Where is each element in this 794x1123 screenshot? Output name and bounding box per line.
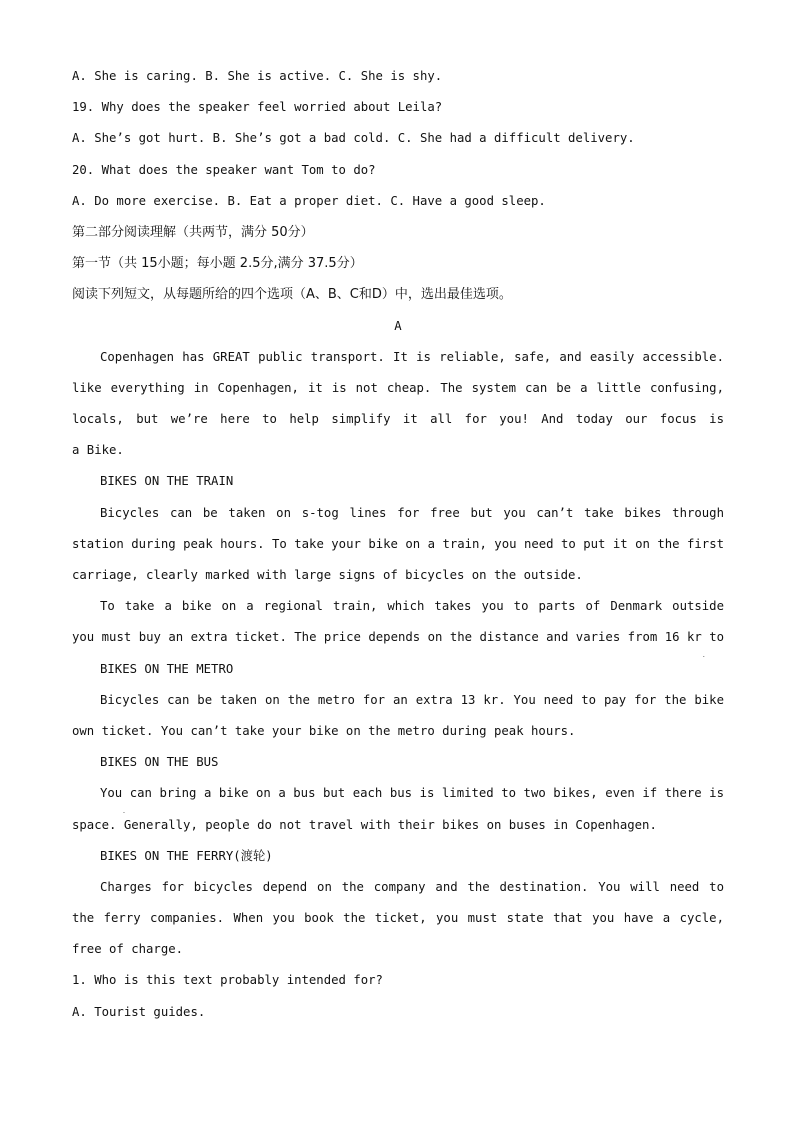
bus-p-line-2: space. Generally, people do not travel with their bikes on buses in Copenhagen. bbox=[72, 817, 657, 832]
q19-options: A. She’s got hurt. B. She’s got a bad cold. C. She had a difficult delivery. bbox=[72, 131, 635, 146]
train-p1-line-1: Bicycles can be taken on s-tog lines for free but you can’t take bikes through bbox=[100, 505, 724, 520]
train-heading: BIKES ON THE TRAIN bbox=[100, 474, 234, 489]
q18-options: A. She is caring. B. She is active. C. She is shy. bbox=[72, 69, 443, 83]
q19-question: 19. Why does the speaker feel worried about Leila? bbox=[72, 100, 443, 115]
bus-p-line-1: You can bring a bike on a bus but each bus is limited to two bikes, even if there is bbox=[100, 786, 724, 801]
exam-page bbox=[72, 64, 724, 1031]
intro-line-3: locals, but we’re here to help simplify it all for you! And today our focus is bbox=[72, 412, 724, 427]
section-heading: 第一节（共 15小题；每小题 2.5分,满分 37.5分） bbox=[72, 256, 363, 272]
ferry-p-line-3: free of charge. bbox=[72, 942, 184, 957]
train-p1-line-2: station during peak hours. To take your bike on a train, you need to put it on the first bbox=[72, 536, 724, 551]
q20-options: A. Do more exercise. B. Eat a proper diet. C. Have a good sleep. bbox=[72, 193, 546, 208]
metro-p-line-2: own ticket. You can’t take your bike on the metro during peak hours. bbox=[72, 723, 576, 738]
intro-line-2: like everything in Copenhagen, it is not cheap. The system can be a little confusing, bbox=[72, 380, 724, 395]
metro-heading: BIKES ON THE METRO bbox=[100, 661, 234, 676]
part-heading: 第二部分阅读理解（共两节，满分 50分） bbox=[72, 224, 314, 240]
passage-label: A bbox=[394, 318, 402, 333]
train-p2-line-1: To take a bike on a regional train, which takes you to parts of Denmark outside bbox=[100, 599, 724, 614]
metro-p-line-1: Bicycles can be taken on the metro for an extra 13 kr. You need to pay for the bike bbox=[100, 692, 724, 707]
intro-line-4: a Bike. bbox=[72, 443, 124, 458]
intro-line-1: Copenhagen has GREAT public transport. It is reliable, safe, and easily accessible. bbox=[100, 349, 724, 364]
q20-question: 20. What does the speaker want Tom to do? bbox=[72, 162, 376, 177]
instruction-text: 阅读下列短文，从每题所给的四个选项（A、B、C和D）中，选出最佳选项。 bbox=[72, 287, 512, 303]
ferry-heading: BIKES ON THE FERRY(渡轮) bbox=[100, 848, 273, 863]
ferry-p-line-2: the ferry companies. When you book the ticket, you must state that you have a cycle, bbox=[72, 911, 724, 926]
train-p1-line-3: carriage, clearly marked with large signs of bicycles on the outside. bbox=[72, 568, 583, 582]
question-1: 1. Who is this text probably intended for? bbox=[72, 973, 383, 988]
train-p2-line-2: you must buy an extra ticket. The price depends on the distance and varies from 16 kr to bbox=[72, 630, 724, 645]
question-1-option-a: A. Tourist guides. bbox=[72, 1004, 206, 1019]
bus-heading: BIKES ON THE BUS bbox=[100, 755, 219, 770]
ferry-p-line-1: Charges for bicycles depend on the company and the destination. You will need to bbox=[100, 879, 724, 894]
